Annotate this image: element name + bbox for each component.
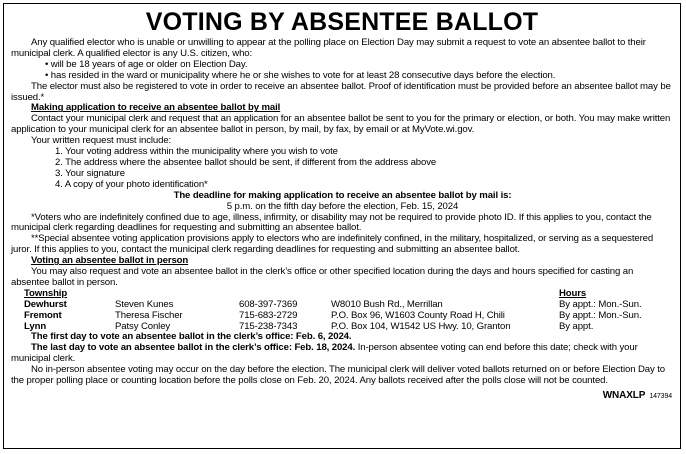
township-name: Lynn bbox=[24, 320, 47, 332]
footnote-photo-id: *Voters who are indefinitely confined due to age, illness, infirmity, or disability may not be required to provide photo ID. If this applies to you, contact the municipal clerk regarding deadlines for requesting and submitting an absentee ballot. bbox=[11, 211, 652, 234]
clerk-phone: 608-397-7369 bbox=[239, 298, 298, 310]
clerk-offices-table bbox=[24, 289, 642, 333]
clerk-name: Patsy Conley bbox=[115, 320, 171, 332]
footnote-special-provisions: **Special absentee voting application provisions apply to electors who are indefinitely confined, in the military, hospitalized, or serving as a sequestered juror. If this applies to you, contact the municipal clerk regarding deadlines for requesting and submitting an absentee ballot. bbox=[11, 233, 654, 256]
notice-body bbox=[4, 38, 680, 403]
mail-deadline-text: 5 p.m. on the fifth day before the election, Feb. 15, 2024 bbox=[226, 200, 459, 212]
first-day-notice: The first day to vote an absentee ballot in the clerk’s office: Feb. 6, 2024. bbox=[31, 331, 352, 343]
last-day-date: The last day to vote an absentee ballot in the clerk’s office: Feb. 18, 2024. bbox=[31, 342, 356, 354]
qualification-item: • will be 18 years of age or older on Election Day. bbox=[45, 58, 248, 70]
notice-title: VOTING BY ABSENTEE BALLOT bbox=[145, 8, 539, 36]
office-hours: By appt.: Mon.-Sun. bbox=[559, 309, 642, 321]
office-address: P.O. Box 96, W1603 County Road H, Chili bbox=[331, 309, 505, 321]
township-name: Fremont bbox=[24, 309, 62, 321]
publication-code: WNAXLP bbox=[602, 390, 646, 401]
mail-section-heading: Making application to receive an absentee ballot by mail bbox=[31, 102, 281, 114]
column-header-township: Township bbox=[24, 287, 68, 299]
clerk-name: Steven Kunes bbox=[115, 298, 174, 310]
qualification-item: • has resided in the ward or municipality where he or she wishes to vote for at least 28 consecutive days before the election. bbox=[45, 69, 556, 81]
office-hours: By appt. bbox=[559, 320, 594, 332]
legal-notice bbox=[3, 3, 681, 449]
table-row bbox=[24, 311, 642, 322]
office-hours: By appt.: Mon.-Sun. bbox=[559, 298, 642, 310]
column-header-hours: Hours bbox=[559, 287, 587, 299]
clerk-phone: 715-683-2729 bbox=[239, 309, 298, 321]
in-person-section-heading: Voting an absentee ballot in person bbox=[31, 255, 189, 267]
mail-deadline-heading: The deadline for making application to receive an absentee ballot by mail is: bbox=[173, 189, 512, 201]
notice-footer bbox=[11, 391, 674, 403]
request-list-item: 3. Your signature bbox=[55, 167, 125, 179]
notice-id: 147394 bbox=[649, 393, 672, 400]
request-list-intro: Your written request must include: bbox=[31, 135, 172, 147]
request-list-item: 1. Your voting address within the municipality where you wish to vote bbox=[55, 146, 338, 158]
in-person-paragraph: You may also request and vote an absentee ballot in the clerk’s office or other specified location during the days and hours specified for casting an absentee ballot in person. bbox=[11, 266, 634, 288]
last-day-detail: In-person absentee voting can end before this date; check with your municipal clerk. bbox=[11, 342, 638, 365]
township-name: Dewhurst bbox=[24, 298, 67, 310]
request-list-item: 4. A copy of your photo identification* bbox=[55, 178, 208, 190]
registration-note: The elector must also be registered to vote in order to receive an absentee ballot. Proof of identification must be provided before an absentee ballot may be issued.* bbox=[11, 80, 671, 103]
request-list-item: 2. The address where the absentee ballot should be sent, if different from the address above bbox=[55, 156, 437, 168]
office-address: P.O. Box 104, W1542 US Hwy. 10, Granton bbox=[331, 320, 511, 332]
intro-paragraph: Any qualified elector who is unable or unwilling to appear at the polling place on Election Day may submit a request to vote an absentee ballot to their municipal clerk. A qualified elector is any U.S. citizen, who: bbox=[11, 37, 646, 59]
mail-section-paragraph: Contact your municipal clerk and request that an application for an absentee ballot be sent to you for the primary or election, or both. You may make written application to your municipal clerk for an absentee ballot in person, by mail, by fax, by email or at MyVote.wi.gov. bbox=[11, 113, 671, 136]
closing-paragraph: No in-person absentee voting may occur on the day before the election. The municipal clerk will deliver voted ballots returned on or before Election Day to the proper polling place or counting location before the polls close on Feb. 20, 2024. Any ballots received after the polls close will not be counted. bbox=[11, 364, 665, 387]
clerk-phone: 715-238-7343 bbox=[239, 320, 298, 332]
office-address: W8010 Bush Rd., Merrillan bbox=[331, 298, 443, 310]
last-day-notice bbox=[11, 343, 674, 365]
clerk-name: Theresa Fischer bbox=[115, 309, 183, 321]
